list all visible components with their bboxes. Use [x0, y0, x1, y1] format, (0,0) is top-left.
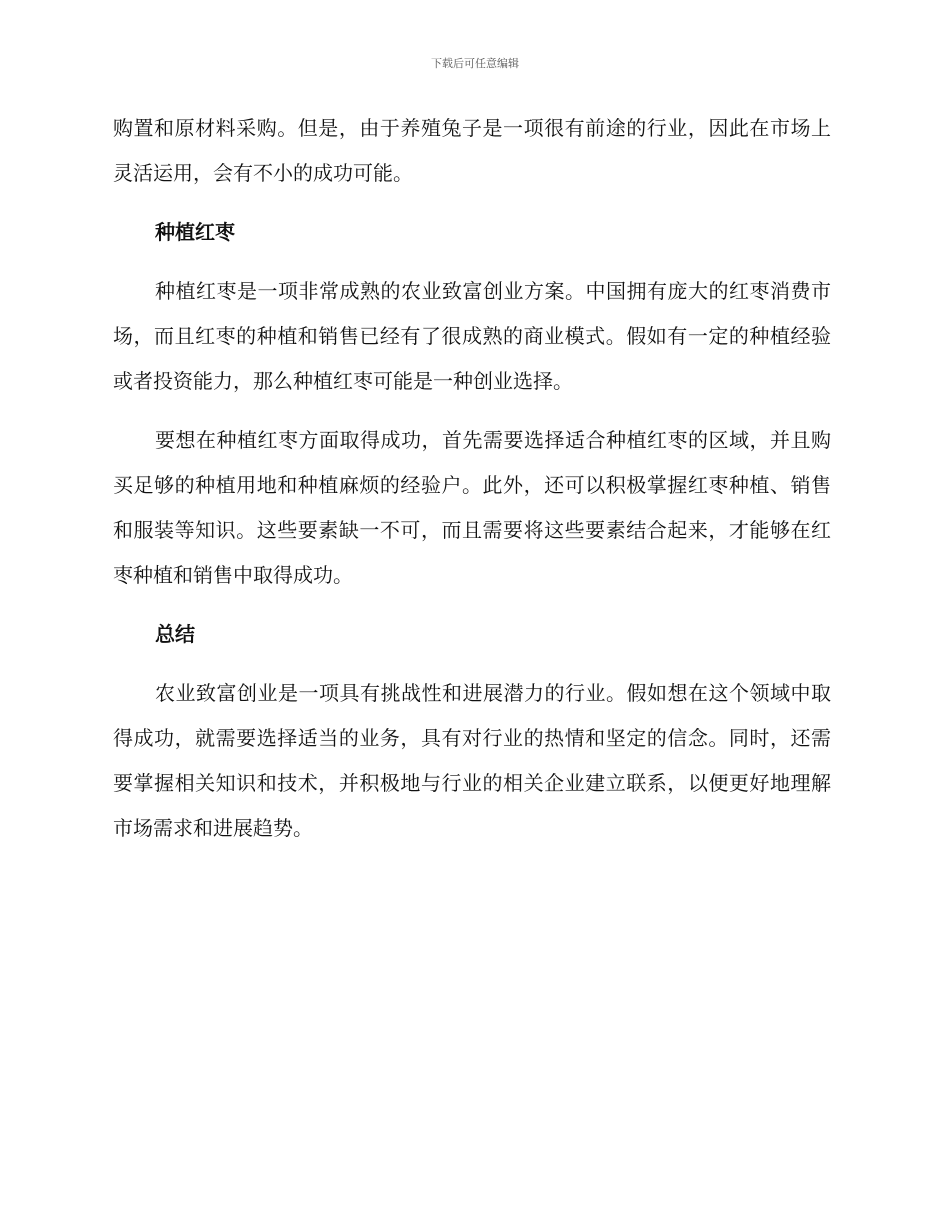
header-note: 下载后可任意编辑 — [431, 57, 519, 70]
section-heading-summary: 总结 — [155, 622, 195, 646]
document-body — [113, 106, 831, 851]
body-paragraph: 种植红枣是一项非常成熟的农业致富创业方案。中国拥有庞大的红枣消费市场，而且红枣的种植和销售已经有了很成熟的商业模式。假如有一定的种植经验或者投资能力，那么种植红枣可能是一种创业选择。 — [113, 279, 831, 393]
body-paragraph: 要想在种植红枣方面取得成功，首先需要选择适合种植红枣的区域，并且购买足够的种植用地和种植麻烦的经验户。此外，还可以积极掌握红枣种植、销售和服装等知识。这些要素缺一不可，而且需要将这些要素结合起来，才能够在红枣种植和销售中取得成功。 — [113, 428, 831, 587]
intro-paragraph: 购置和原材料采购。但是，由于养殖兔子是一项很有前途的行业，因此在市场上灵活运用，会有不小的成功可能。 — [113, 116, 831, 185]
section-heading-red-dates: 种植红枣 — [155, 220, 235, 244]
body-paragraph: 农业致富创业是一项具有挑战性和进展潜力的行业。假如想在这个领域中取得成功，就需要选择适当的业务，具有对行业的热情和坚定的信念。同时，还需要掌握相关知识和技术，并积极地与行业的相关企业建立联系，以便更好地理解市场需求和进展趋势。 — [113, 681, 831, 840]
